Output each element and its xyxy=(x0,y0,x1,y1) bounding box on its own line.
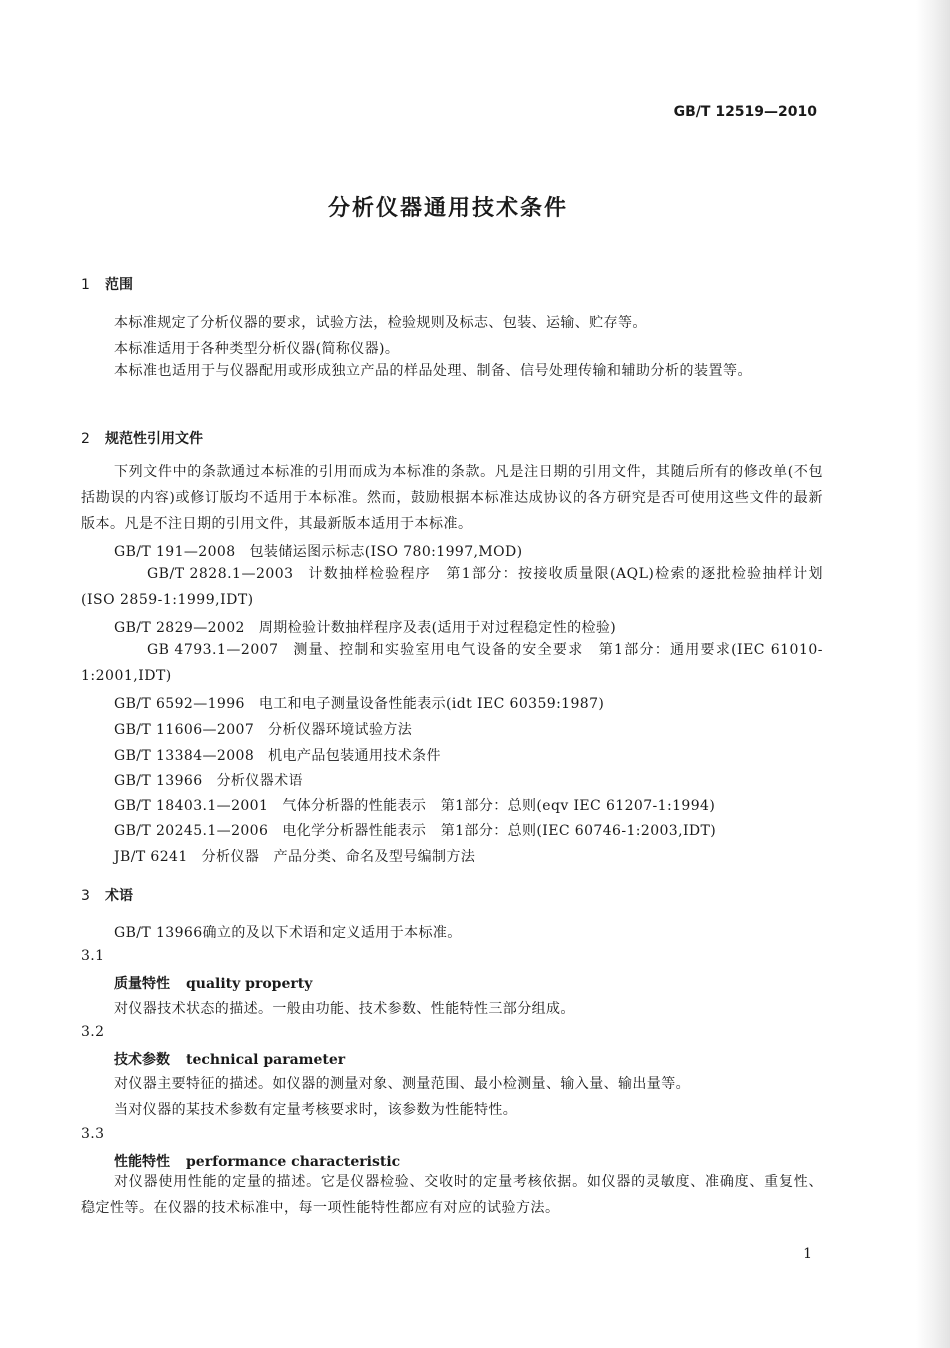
reference-code: GB/T 18403.1—2001 xyxy=(114,798,269,814)
paragraph: 本标准也适用于与仪器配用或形成独立产品的样品处理、制备、信号处理传输和辅助分析的装置等。 xyxy=(114,363,752,379)
reference-item xyxy=(114,795,715,815)
reference-item xyxy=(114,745,441,765)
reference-code: GB/T 191—2008 xyxy=(114,544,236,560)
term-definition: 对仪器使用性能的定量的描述。它是仪器检验、交收时的定量考核依据。如仪器的灵敏度、准确度、重复性、稳定性等。在仪器的技术标准中，每一项性能特性都应有对应的试验方法。 xyxy=(81,1174,823,1216)
reference-code: GB/T 2828.1—2003 xyxy=(147,566,294,582)
reference-item xyxy=(114,846,475,866)
reference-item xyxy=(114,693,604,713)
reference-code: GB/T 6592—1996 xyxy=(114,696,245,712)
term-number: 3.2 xyxy=(81,1024,105,1040)
section-number: 1 xyxy=(81,277,90,293)
reference-code: GB/T 20245.1—2006 xyxy=(114,823,269,839)
reference-code: GB/T 13966 xyxy=(114,773,203,789)
term-en: performance characteristic xyxy=(186,1154,401,1170)
term-heading xyxy=(114,1049,345,1069)
reference-item xyxy=(81,561,823,613)
scan-page-edge xyxy=(916,0,950,1348)
reference-title: 分析仪器术语 xyxy=(216,773,303,789)
reference-title: 电化学分析器性能表示 第1部分：总则(IEC 60746-1:2003,IDT) xyxy=(282,823,717,839)
section-title: 术语 xyxy=(105,888,133,904)
term-number: 3.1 xyxy=(81,948,105,964)
section-title: 规范性引用文件 xyxy=(105,431,203,447)
reference-code: GB/T 13384—2008 xyxy=(114,748,255,764)
term-number: 3.3 xyxy=(81,1126,105,1142)
section-number: 2 xyxy=(81,431,90,447)
reference-title: 包装储运图示标志(ISO 780:1997,MOD) xyxy=(249,544,523,560)
term-definition: 对仪器主要特征的描述。如仪器的测量对象、测量范围、最小检测量、输入量、输出量等。 xyxy=(114,1076,690,1092)
reference-title: 周期检验计数抽样程序及表(适用于对过程稳定性的检验) xyxy=(258,620,617,636)
paragraph: 本标准适用于各种类型分析仪器(简称仪器)。 xyxy=(114,341,400,357)
reference-code: JB/T 6241 xyxy=(114,849,188,865)
reference-item xyxy=(114,541,522,561)
reference-item xyxy=(114,820,716,840)
reference-item xyxy=(81,637,823,689)
page-number: 1 xyxy=(803,1246,812,1262)
term-zh: 技术参数 xyxy=(114,1052,170,1068)
term-heading xyxy=(114,973,312,993)
term-zh: 性能特性 xyxy=(114,1154,170,1170)
document-title: 分析仪器通用技术条件 xyxy=(327,196,568,221)
paragraph: 下列文件中的条款通过本标准的引用而成为本标准的条款。凡是注日期的引用文件，其随后所有的修改单(不包括勘误的内容)或修订版均不适用于本标准。然而，鼓励根据本标准达成协议的各方研究是否可使用这些文件的最新版本。凡是不注日期的引用文件，其最新版本适用于本标准。 xyxy=(81,464,823,532)
reference-item xyxy=(114,617,616,637)
section-2-heading xyxy=(81,428,203,448)
term-en: technical parameter xyxy=(186,1052,346,1068)
reference-title: 分析仪器 产品分类、命名及型号编制方法 xyxy=(201,849,476,865)
reference-title: 分析仪器环境试验方法 xyxy=(268,722,413,738)
term-definition: 当对仪器的某技术参数有定量考核要求时，该参数为性能特性。 xyxy=(114,1102,518,1118)
section-3-heading xyxy=(81,885,133,905)
reference-title: 机电产品包装通用技术条件 xyxy=(268,748,441,764)
term-en: quality property xyxy=(186,976,313,992)
section-1-heading xyxy=(81,274,133,294)
reference-title: 电工和电子测量设备性能表示(idt IEC 60359:1987) xyxy=(258,696,605,712)
document-code: GB/T 12519—2010 xyxy=(673,104,817,120)
term-zh: 质量特性 xyxy=(114,976,170,992)
reference-code: GB/T 11606—2007 xyxy=(114,722,255,738)
reference-item xyxy=(114,719,412,739)
paragraph: 本标准规定了分析仪器的要求，试验方法，检验规则及标志、包装、运输、贮存等。 xyxy=(114,315,647,331)
paragraph: GB/T 13966确立的及以下术语和定义适用于本标准。 xyxy=(114,925,462,941)
term-definition: 对仪器技术状态的描述。一般由功能、技术参数、性能特性三部分组成。 xyxy=(114,1001,575,1017)
section-title: 范围 xyxy=(105,277,133,293)
reference-title: 测量、控制和实验室用电气设备的安全要求 第1部分：通用要求(IEC 61010-1:2001,IDT) xyxy=(81,642,823,684)
reference-title: 计数抽样检验程序 第1部分：按接收质量限(AQL)检索的逐批检验抽样计划(ISO 2859-1:1999,IDT) xyxy=(81,566,823,608)
reference-code: GB 4793.1—2007 xyxy=(147,642,279,658)
reference-item xyxy=(114,770,303,790)
section-number: 3 xyxy=(81,888,90,904)
term-heading xyxy=(114,1151,400,1171)
reference-title: 气体分析器的性能表示 第1部分：总则(eqv IEC 61207-1:1994) xyxy=(282,798,716,814)
reference-code: GB/T 2829—2002 xyxy=(114,620,245,636)
